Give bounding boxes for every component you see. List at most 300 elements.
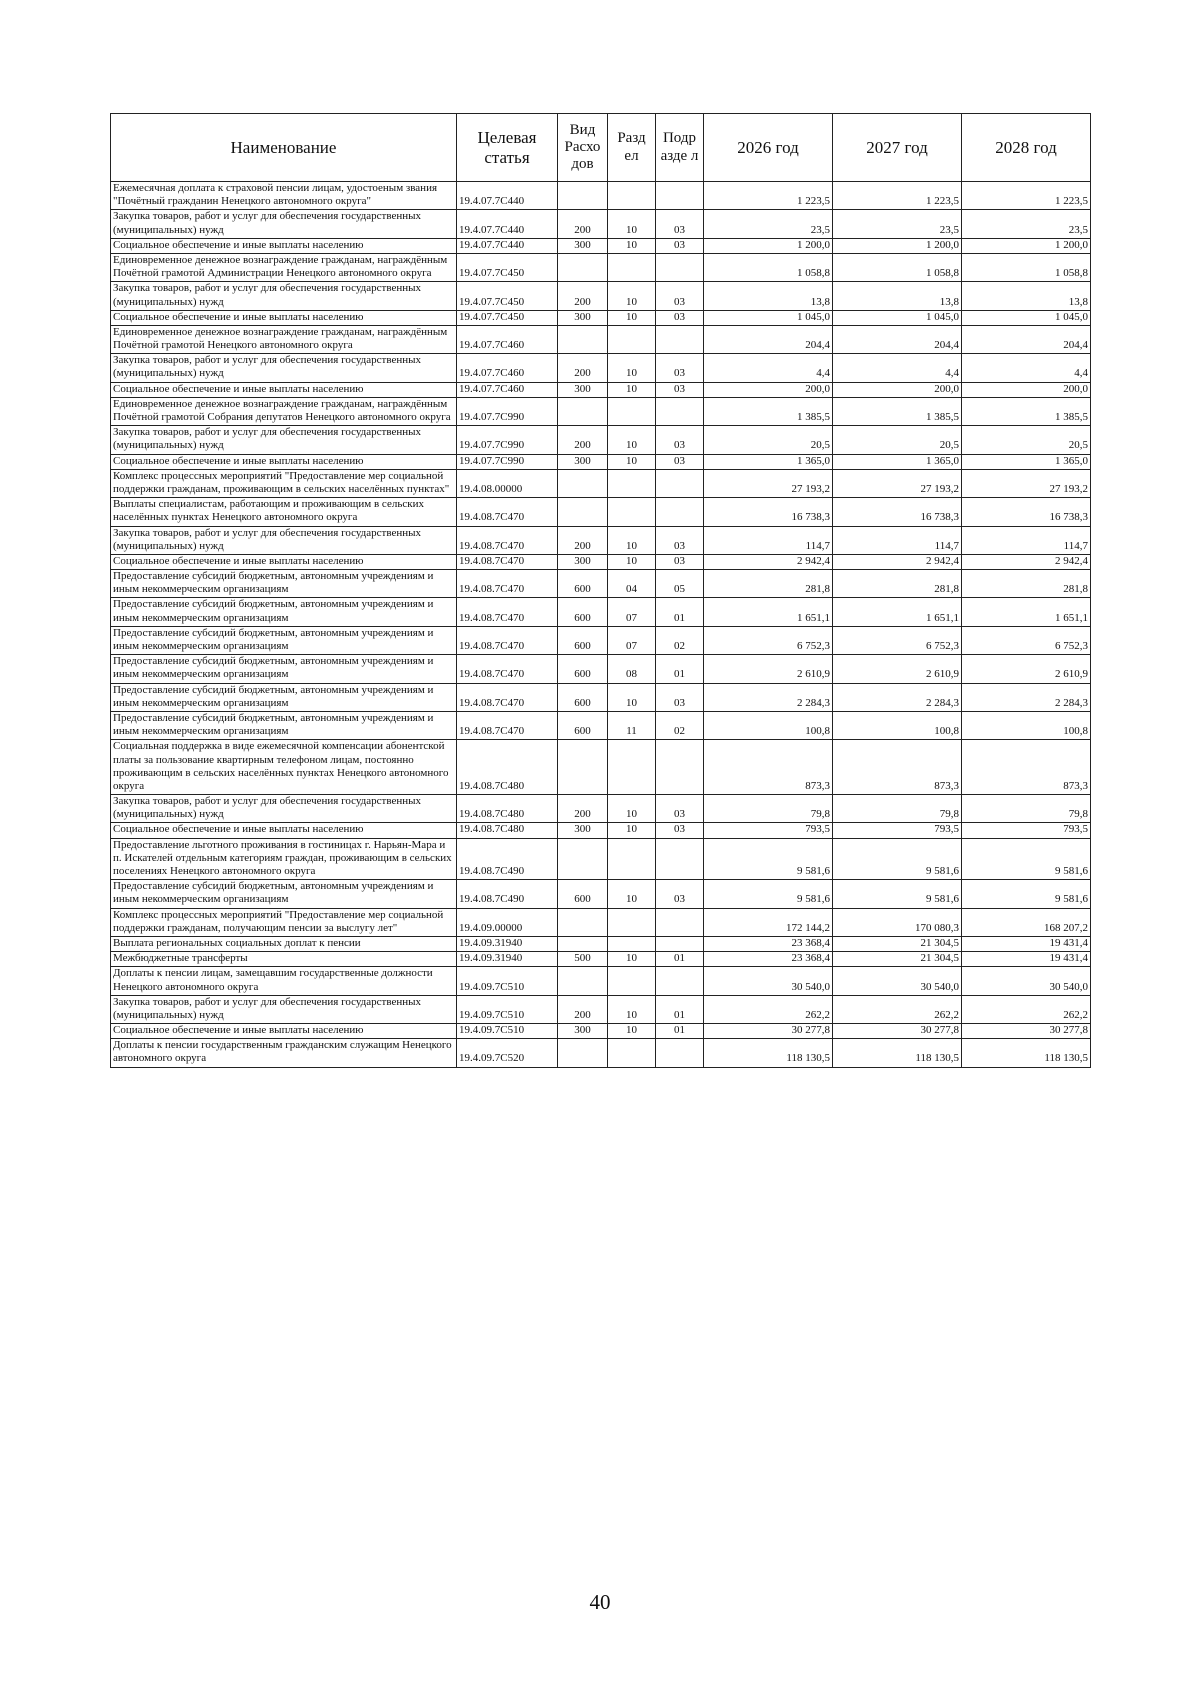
cell-amount-2027: 16 738,3 <box>833 498 962 526</box>
cell-target-article: 19.4.07.7С450 <box>457 310 558 325</box>
cell-section: 10 <box>608 823 656 838</box>
cell-section <box>608 967 656 995</box>
table-row <box>111 554 1091 569</box>
cell-section <box>608 253 656 281</box>
cell-amount-2028: 262,2 <box>962 995 1091 1023</box>
cell-amount-2027: 2 610,9 <box>833 655 962 683</box>
cell-name: Единовременное денежное вознаграждение гражданам, награждённым Почётной грамотой Собрания депутатов Ненецкого автономного округа <box>111 397 457 425</box>
cell-subsection: 01 <box>656 655 704 683</box>
cell-subsection: 02 <box>656 711 704 739</box>
table-row <box>111 382 1091 397</box>
header-year-2027: 2027 год <box>833 114 962 182</box>
cell-amount-2027: 873,3 <box>833 740 962 795</box>
cell-subsection: 03 <box>656 426 704 454</box>
cell-name: Предоставление льготного проживания в гостиницах г. Нарьян-Мара и п. Искателей отдельным категориям граждан, проживающим в сельских поселениях Ненецкого автономного округа <box>111 838 457 880</box>
cell-target-article: 19.4.08.7С480 <box>457 795 558 823</box>
table-row <box>111 325 1091 353</box>
cell-target-article: 19.4.09.7С510 <box>457 995 558 1023</box>
cell-name: Выплаты специалистам, работающим и проживающим в сельских населённых пунктах Ненецкого автономного округа <box>111 498 457 526</box>
table-body <box>111 182 1091 1068</box>
cell-amount-2027: 27 193,2 <box>833 469 962 497</box>
cell-target-article: 19.4.09.31940 <box>457 952 558 967</box>
table-row <box>111 570 1091 598</box>
cell-subsection <box>656 182 704 210</box>
cell-amount-2027: 793,5 <box>833 823 962 838</box>
cell-amount-2026: 1 223,5 <box>704 182 833 210</box>
cell-amount-2027: 23,5 <box>833 210 962 238</box>
cell-name: Закупка товаров, работ и услуг для обеспечения государственных (муниципальных) нужд <box>111 795 457 823</box>
cell-expense-type <box>558 936 608 951</box>
cell-target-article: 19.4.08.7С490 <box>457 880 558 908</box>
cell-amount-2028: 1 200,0 <box>962 238 1091 253</box>
cell-name: Предоставление субсидий бюджетным, автономным учреждениям и иным некоммерческим организациям <box>111 570 457 598</box>
table-row <box>111 740 1091 795</box>
cell-subsection: 03 <box>656 282 704 310</box>
cell-expense-type <box>558 182 608 210</box>
cell-expense-type <box>558 253 608 281</box>
cell-expense-type: 300 <box>558 823 608 838</box>
cell-target-article: 19.4.09.00000 <box>457 908 558 936</box>
table-header-row <box>111 114 1091 182</box>
cell-amount-2027: 20,5 <box>833 426 962 454</box>
cell-target-article: 19.4.08.7С470 <box>457 570 558 598</box>
cell-name: Закупка товаров, работ и услуг для обеспечения государственных (муниципальных) нужд <box>111 526 457 554</box>
cell-amount-2028: 100,8 <box>962 711 1091 739</box>
cell-target-article: 19.4.07.7С990 <box>457 454 558 469</box>
cell-name: Выплата региональных социальных доплат к пенсии <box>111 936 457 951</box>
cell-name: Предоставление субсидий бюджетным, автономным учреждениям и иным некоммерческим организациям <box>111 626 457 654</box>
table-row <box>111 526 1091 554</box>
cell-section: 11 <box>608 711 656 739</box>
cell-amount-2027: 6 752,3 <box>833 626 962 654</box>
cell-subsection: 01 <box>656 1024 704 1039</box>
cell-amount-2026: 23 368,4 <box>704 952 833 967</box>
cell-amount-2027: 1 651,1 <box>833 598 962 626</box>
table-row <box>111 626 1091 654</box>
cell-target-article: 19.4.07.7С440 <box>457 210 558 238</box>
cell-expense-type <box>558 838 608 880</box>
cell-amount-2027: 1 223,5 <box>833 182 962 210</box>
header-year-2028: 2028 год <box>962 114 1091 182</box>
cell-section: 10 <box>608 683 656 711</box>
cell-amount-2026: 27 193,2 <box>704 469 833 497</box>
table-row <box>111 282 1091 310</box>
cell-section: 10 <box>608 210 656 238</box>
cell-amount-2026: 16 738,3 <box>704 498 833 526</box>
cell-amount-2027: 1 058,8 <box>833 253 962 281</box>
cell-amount-2026: 13,8 <box>704 282 833 310</box>
cell-subsection: 03 <box>656 554 704 569</box>
cell-target-article: 19.4.08.7С480 <box>457 740 558 795</box>
cell-amount-2027: 118 130,5 <box>833 1039 962 1067</box>
cell-amount-2027: 2 284,3 <box>833 683 962 711</box>
cell-target-article: 19.4.08.7С470 <box>457 655 558 683</box>
cell-amount-2027: 204,4 <box>833 325 962 353</box>
cell-name: Социальное обеспечение и иные выплаты населению <box>111 823 457 838</box>
cell-subsection <box>656 936 704 951</box>
cell-name: Закупка товаров, работ и услуг для обеспечения государственных (муниципальных) нужд <box>111 282 457 310</box>
cell-expense-type <box>558 469 608 497</box>
cell-amount-2026: 1 385,5 <box>704 397 833 425</box>
cell-amount-2028: 19 431,4 <box>962 936 1091 951</box>
table-row <box>111 253 1091 281</box>
cell-name: Социальное обеспечение и иные выплаты населению <box>111 238 457 253</box>
header-name: Наименование <box>111 114 457 182</box>
cell-amount-2026: 9 581,6 <box>704 880 833 908</box>
cell-amount-2028: 2 610,9 <box>962 655 1091 683</box>
cell-expense-type: 200 <box>558 282 608 310</box>
cell-name: Закупка товаров, работ и услуг для обеспечения государственных (муниципальных) нужд <box>111 995 457 1023</box>
cell-name: Закупка товаров, работ и услуг для обеспечения государственных (муниципальных) нужд <box>111 210 457 238</box>
cell-amount-2026: 873,3 <box>704 740 833 795</box>
cell-subsection: 03 <box>656 354 704 382</box>
cell-subsection: 03 <box>656 880 704 908</box>
cell-section: 07 <box>608 598 656 626</box>
cell-amount-2026: 30 540,0 <box>704 967 833 995</box>
cell-name: Закупка товаров, работ и услуг для обеспечения государственных (муниципальных) нужд <box>111 426 457 454</box>
cell-name: Предоставление субсидий бюджетным, автономным учреждениям и иным некоммерческим организациям <box>111 880 457 908</box>
cell-name: Ежемесячная доплата к страховой пенсии лицам, удостоеным звания "Почётный гражданин Ненецкого автономного округа" <box>111 182 457 210</box>
cell-name: Предоставление субсидий бюджетным, автономным учреждениям и иным некоммерческим организациям <box>111 711 457 739</box>
table-row <box>111 498 1091 526</box>
cell-amount-2027: 114,7 <box>833 526 962 554</box>
cell-section <box>608 1039 656 1067</box>
cell-subsection <box>656 908 704 936</box>
table-row <box>111 908 1091 936</box>
table-row <box>111 397 1091 425</box>
cell-expense-type: 300 <box>558 554 608 569</box>
cell-expense-type: 500 <box>558 952 608 967</box>
cell-amount-2026: 1 365,0 <box>704 454 833 469</box>
cell-expense-type: 600 <box>558 880 608 908</box>
cell-amount-2026: 9 581,6 <box>704 838 833 880</box>
cell-name: Предоставление субсидий бюджетным, автономным учреждениям и иным некоммерческим организациям <box>111 683 457 711</box>
cell-expense-type: 600 <box>558 683 608 711</box>
cell-amount-2027: 281,8 <box>833 570 962 598</box>
cell-section <box>608 397 656 425</box>
cell-amount-2028: 1 365,0 <box>962 454 1091 469</box>
table-row <box>111 655 1091 683</box>
cell-section <box>608 908 656 936</box>
cell-amount-2026: 1 200,0 <box>704 238 833 253</box>
cell-amount-2027: 1 200,0 <box>833 238 962 253</box>
cell-amount-2027: 21 304,5 <box>833 936 962 951</box>
cell-amount-2028: 114,7 <box>962 526 1091 554</box>
cell-amount-2026: 2 610,9 <box>704 655 833 683</box>
cell-amount-2027: 13,8 <box>833 282 962 310</box>
cell-target-article: 19.4.07.7С450 <box>457 282 558 310</box>
cell-amount-2026: 172 144,2 <box>704 908 833 936</box>
table-row <box>111 683 1091 711</box>
cell-expense-type: 600 <box>558 655 608 683</box>
cell-section: 08 <box>608 655 656 683</box>
cell-expense-type: 300 <box>558 238 608 253</box>
table-row <box>111 711 1091 739</box>
cell-amount-2026: 200,0 <box>704 382 833 397</box>
cell-section: 10 <box>608 880 656 908</box>
cell-amount-2028: 2 284,3 <box>962 683 1091 711</box>
table-row <box>111 598 1091 626</box>
cell-name: Социальное обеспечение и иные выплаты населению <box>111 310 457 325</box>
cell-amount-2028: 4,4 <box>962 354 1091 382</box>
cell-section <box>608 936 656 951</box>
cell-amount-2026: 2 284,3 <box>704 683 833 711</box>
cell-expense-type: 300 <box>558 1024 608 1039</box>
table-row <box>111 1024 1091 1039</box>
cell-amount-2027: 200,0 <box>833 382 962 397</box>
cell-amount-2028: 281,8 <box>962 570 1091 598</box>
cell-amount-2027: 262,2 <box>833 995 962 1023</box>
cell-section: 10 <box>608 282 656 310</box>
cell-amount-2028: 793,5 <box>962 823 1091 838</box>
cell-amount-2027: 1 365,0 <box>833 454 962 469</box>
cell-section <box>608 325 656 353</box>
cell-section: 10 <box>608 382 656 397</box>
cell-name: Социальное обеспечение и иные выплаты населению <box>111 554 457 569</box>
cell-amount-2026: 30 277,8 <box>704 1024 833 1039</box>
cell-amount-2026: 23 368,4 <box>704 936 833 951</box>
table-row <box>111 795 1091 823</box>
cell-expense-type: 600 <box>558 626 608 654</box>
table-row <box>111 182 1091 210</box>
cell-amount-2028: 1 223,5 <box>962 182 1091 210</box>
cell-subsection <box>656 397 704 425</box>
cell-subsection: 03 <box>656 454 704 469</box>
header-expense-type: Вид Расхо дов <box>558 114 608 182</box>
cell-expense-type: 200 <box>558 795 608 823</box>
cell-amount-2026: 6 752,3 <box>704 626 833 654</box>
cell-amount-2028: 2 942,4 <box>962 554 1091 569</box>
cell-section: 04 <box>608 570 656 598</box>
cell-target-article: 19.4.07.7С460 <box>457 382 558 397</box>
cell-section <box>608 469 656 497</box>
cell-expense-type <box>558 967 608 995</box>
cell-name: Единовременное денежное вознаграждение гражданам, награждённым Почётной грамотой Ненецкого автономного округа <box>111 325 457 353</box>
cell-name: Социальная поддержка в виде ежемесячной компенсации абонентской платы за пользование квартирным телефоном лицам, постоянно проживающим в сельских населённых пунктах Ненецкого автономного округа <box>111 740 457 795</box>
table-row <box>111 936 1091 951</box>
cell-amount-2027: 21 304,5 <box>833 952 962 967</box>
cell-target-article: 19.4.08.7С470 <box>457 626 558 654</box>
cell-expense-type <box>558 908 608 936</box>
cell-amount-2026: 1 045,0 <box>704 310 833 325</box>
cell-section: 07 <box>608 626 656 654</box>
cell-expense-type: 300 <box>558 382 608 397</box>
table-row <box>111 354 1091 382</box>
cell-subsection: 01 <box>656 952 704 967</box>
cell-amount-2028: 873,3 <box>962 740 1091 795</box>
header-article: Целевая статья <box>457 114 558 182</box>
cell-amount-2028: 9 581,6 <box>962 880 1091 908</box>
cell-section: 10 <box>608 1024 656 1039</box>
cell-amount-2027: 100,8 <box>833 711 962 739</box>
cell-target-article: 19.4.08.7С480 <box>457 823 558 838</box>
cell-name: Комплекс процессных мероприятий "Предоставление мер социальной поддержки гражданам, проживающим в сельских населённых пунктах" <box>111 469 457 497</box>
cell-amount-2027: 9 581,6 <box>833 880 962 908</box>
cell-amount-2027: 1 045,0 <box>833 310 962 325</box>
cell-expense-type: 300 <box>558 454 608 469</box>
cell-target-article: 19.4.07.7С440 <box>457 238 558 253</box>
cell-subsection: 03 <box>656 238 704 253</box>
cell-expense-type: 600 <box>558 711 608 739</box>
cell-target-article: 19.4.07.7С450 <box>457 253 558 281</box>
cell-amount-2026: 1 651,1 <box>704 598 833 626</box>
cell-target-article: 19.4.08.7С470 <box>457 683 558 711</box>
cell-name: Единовременное денежное вознаграждение гражданам, награждённым Почётной грамотой Администрации Ненецкого автономного округа <box>111 253 457 281</box>
cell-target-article: 19.4.09.7С520 <box>457 1039 558 1067</box>
cell-amount-2026: 793,5 <box>704 823 833 838</box>
cell-subsection <box>656 1039 704 1067</box>
cell-section: 10 <box>608 238 656 253</box>
cell-subsection: 03 <box>656 310 704 325</box>
cell-section: 10 <box>608 526 656 554</box>
cell-target-article: 19.4.09.7С510 <box>457 967 558 995</box>
cell-subsection: 03 <box>656 823 704 838</box>
cell-expense-type: 600 <box>558 598 608 626</box>
cell-expense-type: 200 <box>558 526 608 554</box>
cell-amount-2027: 2 942,4 <box>833 554 962 569</box>
cell-amount-2026: 79,8 <box>704 795 833 823</box>
cell-amount-2026: 204,4 <box>704 325 833 353</box>
cell-subsection <box>656 469 704 497</box>
cell-target-article: 19.4.09.7С510 <box>457 1024 558 1039</box>
cell-section: 10 <box>608 354 656 382</box>
cell-amount-2028: 168 207,2 <box>962 908 1091 936</box>
cell-amount-2027: 1 385,5 <box>833 397 962 425</box>
cell-name: Межбюджетные трансферты <box>111 952 457 967</box>
cell-target-article: 19.4.08.00000 <box>457 469 558 497</box>
cell-target-article: 19.4.07.7С440 <box>457 182 558 210</box>
cell-amount-2028: 79,8 <box>962 795 1091 823</box>
cell-name: Предоставление субсидий бюджетным, автономным учреждениям и иным некоммерческим организациям <box>111 655 457 683</box>
cell-amount-2028: 1 651,1 <box>962 598 1091 626</box>
cell-amount-2028: 16 738,3 <box>962 498 1091 526</box>
cell-subsection <box>656 740 704 795</box>
cell-amount-2026: 1 058,8 <box>704 253 833 281</box>
table-row <box>111 995 1091 1023</box>
cell-expense-type: 200 <box>558 426 608 454</box>
cell-subsection: 03 <box>656 382 704 397</box>
cell-target-article: 19.4.08.7С470 <box>457 498 558 526</box>
cell-target-article: 19.4.07.7С990 <box>457 397 558 425</box>
cell-amount-2028: 204,4 <box>962 325 1091 353</box>
cell-name: Закупка товаров, работ и услуг для обеспечения государственных (муниципальных) нужд <box>111 354 457 382</box>
cell-amount-2026: 20,5 <box>704 426 833 454</box>
cell-expense-type <box>558 1039 608 1067</box>
cell-amount-2028: 13,8 <box>962 282 1091 310</box>
cell-subsection <box>656 253 704 281</box>
table-row <box>111 454 1091 469</box>
cell-amount-2027: 170 080,3 <box>833 908 962 936</box>
cell-expense-type: 300 <box>558 310 608 325</box>
cell-target-article: 19.4.08.7С470 <box>457 526 558 554</box>
cell-amount-2028: 19 431,4 <box>962 952 1091 967</box>
cell-amount-2028: 1 058,8 <box>962 253 1091 281</box>
cell-amount-2028: 118 130,5 <box>962 1039 1091 1067</box>
cell-subsection: 01 <box>656 995 704 1023</box>
cell-amount-2028: 27 193,2 <box>962 469 1091 497</box>
cell-target-article: 19.4.08.7С470 <box>457 598 558 626</box>
cell-name: Социальное обеспечение и иные выплаты населению <box>111 454 457 469</box>
cell-amount-2026: 262,2 <box>704 995 833 1023</box>
cell-target-article: 19.4.08.7С470 <box>457 554 558 569</box>
cell-amount-2028: 200,0 <box>962 382 1091 397</box>
cell-amount-2027: 30 277,8 <box>833 1024 962 1039</box>
cell-section <box>608 838 656 880</box>
cell-amount-2027: 9 581,6 <box>833 838 962 880</box>
cell-amount-2028: 6 752,3 <box>962 626 1091 654</box>
cell-subsection: 02 <box>656 626 704 654</box>
cell-amount-2028: 9 581,6 <box>962 838 1091 880</box>
cell-name: Доплаты к пенсии государственным гражданским служащим Ненецкого автономного округа <box>111 1039 457 1067</box>
cell-name: Доплаты к пенсии лицам, замещавшим государственные должности Ненецкого автономного округа <box>111 967 457 995</box>
cell-expense-type <box>558 740 608 795</box>
table-row <box>111 310 1091 325</box>
cell-section: 10 <box>608 454 656 469</box>
cell-amount-2028: 20,5 <box>962 426 1091 454</box>
table-row <box>111 967 1091 995</box>
cell-expense-type <box>558 498 608 526</box>
table-row <box>111 880 1091 908</box>
cell-target-article: 19.4.07.7С460 <box>457 354 558 382</box>
cell-amount-2026: 118 130,5 <box>704 1039 833 1067</box>
cell-amount-2028: 30 277,8 <box>962 1024 1091 1039</box>
table-row <box>111 426 1091 454</box>
header-year-2026: 2026 год <box>704 114 833 182</box>
cell-section: 10 <box>608 426 656 454</box>
cell-section: 10 <box>608 795 656 823</box>
header-subsection: Подр азде л <box>656 114 704 182</box>
cell-name: Социальное обеспечение и иные выплаты населению <box>111 382 457 397</box>
cell-name: Социальное обеспечение и иные выплаты населению <box>111 1024 457 1039</box>
cell-expense-type <box>558 397 608 425</box>
cell-target-article: 19.4.07.7С990 <box>457 426 558 454</box>
table-row <box>111 1039 1091 1067</box>
cell-subsection: 03 <box>656 210 704 238</box>
cell-amount-2026: 281,8 <box>704 570 833 598</box>
table-row <box>111 952 1091 967</box>
cell-amount-2026: 2 942,4 <box>704 554 833 569</box>
table-row <box>111 238 1091 253</box>
cell-subsection: 01 <box>656 598 704 626</box>
cell-amount-2028: 1 045,0 <box>962 310 1091 325</box>
cell-amount-2027: 79,8 <box>833 795 962 823</box>
cell-target-article: 19.4.08.7С490 <box>457 838 558 880</box>
cell-amount-2027: 4,4 <box>833 354 962 382</box>
page-number: 40 <box>589 1590 611 1614</box>
cell-expense-type: 200 <box>558 210 608 238</box>
cell-target-article: 19.4.09.31940 <box>457 936 558 951</box>
cell-subsection <box>656 325 704 353</box>
cell-subsection <box>656 838 704 880</box>
table-row <box>111 823 1091 838</box>
cell-target-article: 19.4.07.7С460 <box>457 325 558 353</box>
cell-section: 10 <box>608 554 656 569</box>
cell-amount-2028: 30 540,0 <box>962 967 1091 995</box>
cell-section: 10 <box>608 952 656 967</box>
cell-section <box>608 182 656 210</box>
cell-section <box>608 498 656 526</box>
cell-expense-type <box>558 325 608 353</box>
cell-amount-2028: 23,5 <box>962 210 1091 238</box>
cell-subsection: 05 <box>656 570 704 598</box>
cell-section: 10 <box>608 310 656 325</box>
cell-subsection: 03 <box>656 795 704 823</box>
table-row <box>111 469 1091 497</box>
budget-table <box>110 113 1091 1068</box>
cell-section <box>608 740 656 795</box>
cell-amount-2026: 4,4 <box>704 354 833 382</box>
cell-subsection <box>656 498 704 526</box>
